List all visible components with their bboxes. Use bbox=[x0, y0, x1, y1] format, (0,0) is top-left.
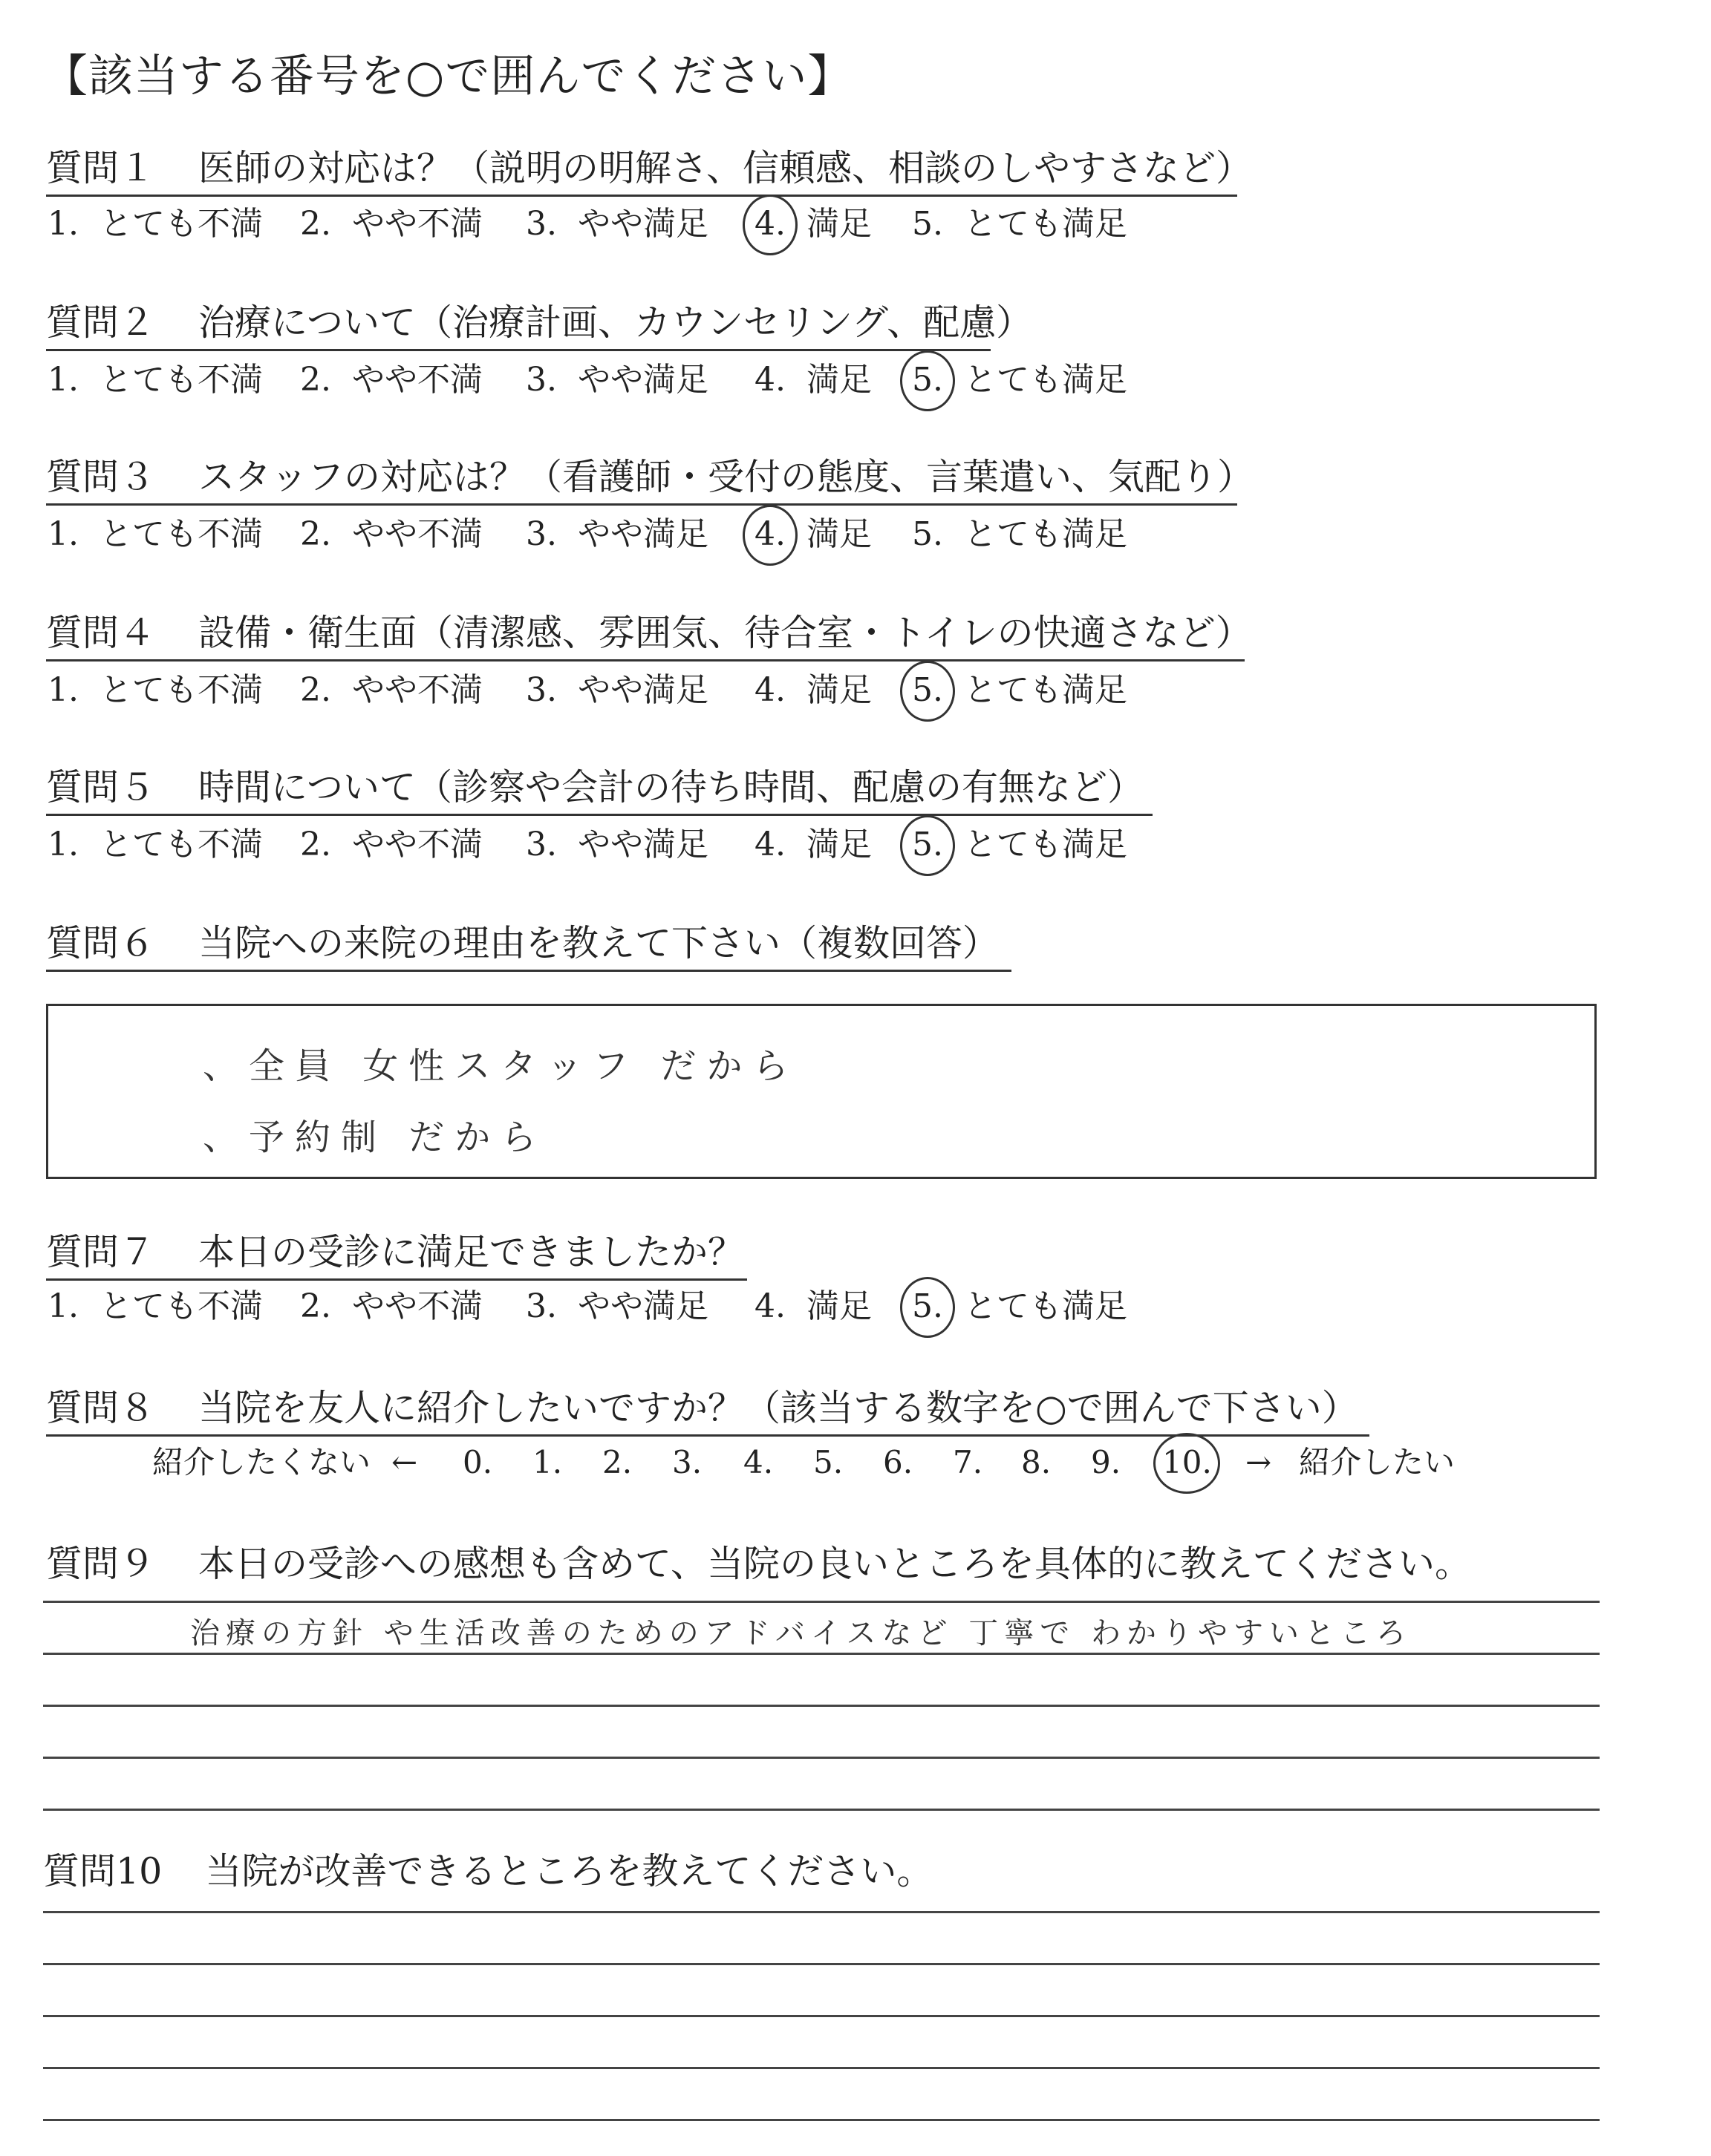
q2-option-4[interactable]: 4. 満足 bbox=[755, 361, 872, 399]
scale-option-0[interactable]: 0. bbox=[463, 1444, 493, 1480]
q1-option-5[interactable]: 5. とても満足 bbox=[912, 205, 1127, 243]
scale-option-10-selected[interactable]: 10. bbox=[1162, 1440, 1212, 1485]
scale-option-6[interactable]: 6. bbox=[883, 1444, 913, 1480]
question-1-text: 医師の対応は？（説明の明解さ、信頼感、相談のしやすさなど） bbox=[198, 147, 1253, 189]
q10-answer-line bbox=[43, 2119, 1600, 2121]
q7-option-5-selected[interactable]: 5. とても満足 bbox=[912, 1284, 1127, 1329]
question-5-number: 質問５ bbox=[46, 766, 156, 808]
q2-option-1[interactable]: 1. とても不満 bbox=[48, 361, 263, 399]
scale-option-7[interactable]: 7. bbox=[953, 1444, 983, 1480]
question-6-text: 当院への来院の理由を教えて下さい（複数回答） bbox=[198, 922, 1000, 964]
q2-option-3[interactable]: 3. やや満足 bbox=[526, 361, 708, 399]
question-7-title bbox=[46, 1229, 747, 1281]
q3-option-1[interactable]: 1. とても不満 bbox=[48, 515, 263, 553]
question-3-text: スタッフの対応は？（看護師・受付の態度、言葉遣い、気配り） bbox=[198, 456, 1254, 498]
question-10-title bbox=[43, 1849, 933, 1898]
scale-left-label: 紹介したくない bbox=[152, 1444, 371, 1480]
question-7-number: 質問７ bbox=[46, 1231, 156, 1273]
q4-option-2[interactable]: 2. やや不満 bbox=[300, 671, 483, 709]
question-9-text: 本日の受診への感想も含めて、当院の良いところを具体的に教えてください。 bbox=[198, 1543, 1472, 1585]
q3-option-5[interactable]: 5. とても満足 bbox=[912, 515, 1127, 553]
question-1-title bbox=[46, 146, 1253, 197]
scale-option-9[interactable]: 9. bbox=[1091, 1444, 1121, 1480]
q9-answer-line bbox=[43, 1705, 1600, 1707]
q3-option-3[interactable]: 3. やや満足 bbox=[526, 515, 708, 553]
question-2-number: 質問２ bbox=[46, 301, 156, 344]
page-title: 【該当する番号を○で囲んでください】 bbox=[43, 50, 853, 102]
question-5-text: 時間について（診察や会計の待ち時間、配慮の有無など） bbox=[198, 766, 1144, 808]
q9-answer-line bbox=[43, 1601, 1600, 1603]
q4-option-4[interactable]: 4. 満足 bbox=[755, 671, 872, 709]
question-8-text: 当院を友人に紹介したいですか？（該当する数字を○で囲んで下さい） bbox=[198, 1387, 1358, 1429]
q9-answer-line bbox=[43, 1757, 1600, 1759]
question-4-number: 質問４ bbox=[46, 612, 156, 654]
scale-option-1[interactable]: 1. bbox=[532, 1444, 563, 1480]
question-5-options bbox=[48, 823, 1265, 867]
question-6-number: 質問６ bbox=[46, 922, 156, 964]
q7-option-1[interactable]: 1. とても不満 bbox=[48, 1287, 263, 1325]
q4-option-3[interactable]: 3. やや満足 bbox=[526, 671, 708, 709]
q2-option-5-selected[interactable]: 5. とても満足 bbox=[912, 358, 1127, 402]
question-7-options bbox=[48, 1284, 1265, 1329]
question-2-title bbox=[46, 300, 1033, 351]
q1-option-3[interactable]: 3. やや満足 bbox=[526, 205, 708, 243]
q7-option-2[interactable]: 2. やや不満 bbox=[300, 1287, 483, 1325]
q5-option-1[interactable]: 1. とても不満 bbox=[48, 826, 263, 863]
question-2-text: 治療について（治療計画、カウンセリング、配慮） bbox=[198, 301, 1033, 344]
question-1-number: 質問１ bbox=[46, 147, 156, 189]
question-6-title bbox=[46, 921, 1011, 972]
q1-option-2[interactable]: 2. やや不満 bbox=[300, 205, 483, 243]
q1-option-4-selected[interactable]: 4. 満足 bbox=[755, 202, 872, 246]
q10-answer-line bbox=[43, 1963, 1600, 1965]
question-4-text: 設備・衛生面（清潔感、雰囲気、待合室・トイレの快適さなど） bbox=[198, 612, 1252, 654]
q5-option-2[interactable]: 2. やや不満 bbox=[300, 826, 483, 863]
q10-answer-line bbox=[43, 1911, 1600, 1913]
q1-option-1[interactable]: 1. とても不満 bbox=[48, 205, 263, 243]
question-3-number: 質問３ bbox=[46, 456, 156, 498]
question-3-options bbox=[48, 512, 1265, 557]
q5-option-3[interactable]: 3. やや満足 bbox=[526, 826, 708, 863]
scale-right-label: 紹介したい bbox=[1299, 1444, 1456, 1480]
q10-answer-line bbox=[43, 2015, 1600, 2017]
scale-option-8[interactable]: 8. bbox=[1021, 1444, 1052, 1480]
scale-option-3[interactable]: 3. bbox=[672, 1444, 703, 1480]
question-8-scale bbox=[152, 1440, 1489, 1485]
question-1-options bbox=[48, 202, 1265, 246]
q5-option-4[interactable]: 4. 満足 bbox=[755, 826, 872, 863]
question-5-title bbox=[46, 765, 1153, 816]
scale-option-5[interactable]: 5. bbox=[813, 1444, 844, 1480]
question-3-title bbox=[46, 454, 1254, 506]
question-7-text: 本日の受診に満足できましたか？ bbox=[198, 1231, 745, 1273]
question-4-options bbox=[48, 668, 1265, 713]
question-8-title bbox=[46, 1385, 1369, 1437]
q7-option-4[interactable]: 4. 満足 bbox=[755, 1287, 872, 1325]
q4-option-1[interactable]: 1. とても不満 bbox=[48, 671, 263, 709]
q9-answer-line bbox=[43, 1653, 1600, 1655]
q9-answer-line bbox=[43, 1809, 1600, 1811]
q3-option-4-selected[interactable]: 4. 満足 bbox=[755, 512, 872, 557]
question-9-title bbox=[46, 1541, 1471, 1590]
left-arrow-icon: ← bbox=[391, 1444, 418, 1480]
q7-option-3[interactable]: 3. やや満足 bbox=[526, 1287, 708, 1325]
question-6-answer-2: 、予約制 だから bbox=[203, 1117, 547, 1158]
question-4-title bbox=[46, 610, 1252, 662]
question-10-number: 質問10 bbox=[43, 1850, 163, 1892]
question-9-number: 質問９ bbox=[46, 1543, 156, 1585]
question-9-answer: 治療の方針 や生活改善のためのアドバイスなど 丁寧で わかりやすいところ bbox=[190, 1616, 1412, 1650]
question-6-answer-box[interactable] bbox=[46, 1004, 1597, 1179]
q2-option-2[interactable]: 2. やや不満 bbox=[300, 361, 483, 399]
q10-answer-line bbox=[43, 2067, 1600, 2069]
q5-option-5-selected[interactable]: 5. とても満足 bbox=[912, 823, 1127, 867]
question-10-text: 当院が改善できるところを教えてください。 bbox=[205, 1850, 933, 1892]
question-6-answer-1: 、全員 女性スタッフ だから bbox=[203, 1045, 799, 1087]
q4-option-5-selected[interactable]: 5. とても満足 bbox=[912, 668, 1127, 713]
right-arrow-icon: → bbox=[1245, 1444, 1272, 1480]
q3-option-2[interactable]: 2. やや不満 bbox=[300, 515, 483, 553]
question-2-options bbox=[48, 358, 1265, 402]
scale-option-4[interactable]: 4. bbox=[743, 1444, 774, 1480]
scale-option-2[interactable]: 2. bbox=[602, 1444, 633, 1480]
question-8-number: 質問８ bbox=[46, 1387, 156, 1429]
